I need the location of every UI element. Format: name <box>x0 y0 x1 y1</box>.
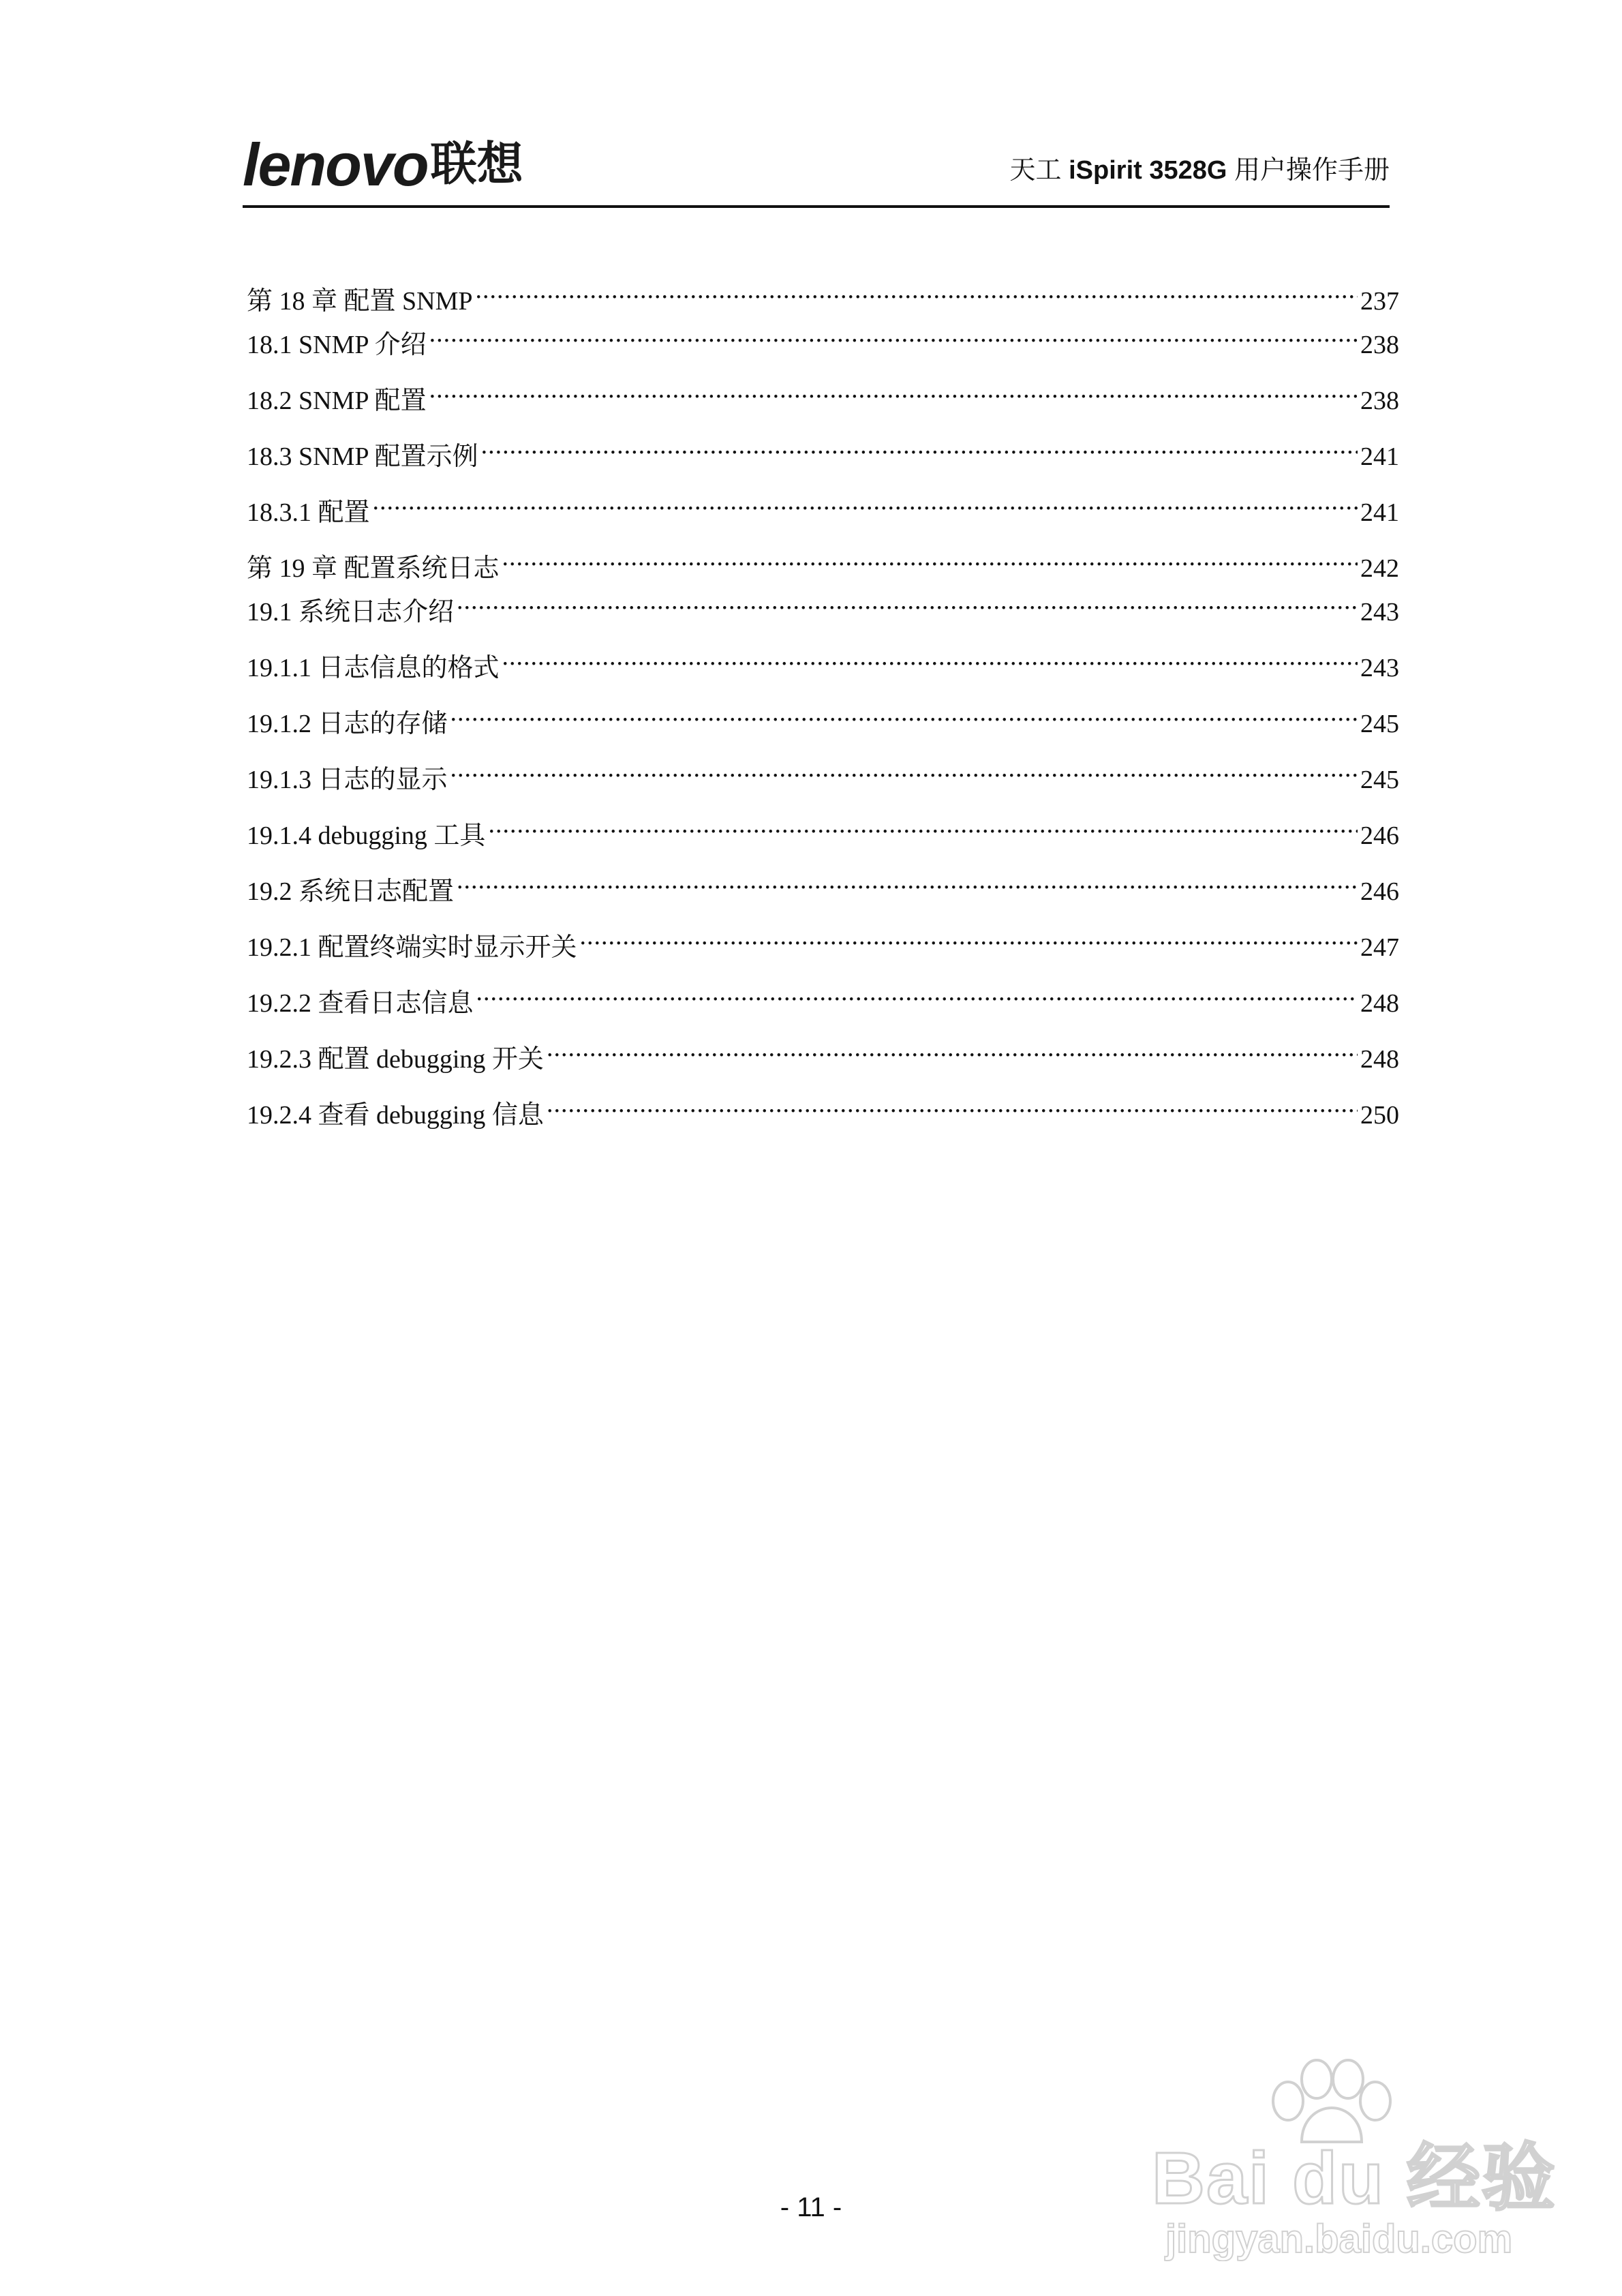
logo-latin-text: lenovo <box>243 131 428 198</box>
toc-entry <box>247 1029 1399 1074</box>
toc-entry-page: 242 <box>1360 554 1399 583</box>
toc-entry-page: 245 <box>1360 766 1399 794</box>
toc-entry <box>247 539 1399 583</box>
toc-dot-leader <box>457 862 1358 900</box>
toc-entry-label: 18.3 SNMP 配置示例 <box>247 442 478 471</box>
document-title-product: iSpirit 3528G <box>1069 156 1227 185</box>
toc-entry <box>247 427 1399 471</box>
toc-entry-page: 238 <box>1360 387 1399 415</box>
document-title <box>1010 150 1390 191</box>
toc-entry-label: 18.1 SNMP 介绍 <box>247 331 427 359</box>
toc-entry <box>247 371 1399 415</box>
toc-entry <box>247 973 1399 1018</box>
toc-entry-page: 246 <box>1360 877 1399 906</box>
toc-dot-leader <box>429 371 1358 409</box>
toc-entry-page: 243 <box>1360 598 1399 626</box>
toc-entry <box>247 862 1399 906</box>
document-title-suffix: 用户操作手册 <box>1227 156 1390 185</box>
toc-entry <box>247 918 1399 962</box>
toc-entry-page: 248 <box>1360 1045 1399 1074</box>
toc-entry-page: 241 <box>1360 498 1399 527</box>
toc-entry-label: 19.1.2 日志的存储 <box>247 710 448 738</box>
toc-entry <box>247 483 1399 527</box>
toc-entry-label: 18.3.1 配置 <box>247 498 370 527</box>
toc-entry-label: 第 19 章 配置系统日志 <box>247 554 500 583</box>
toc-dot-leader <box>488 806 1358 844</box>
toc-dot-leader <box>580 918 1358 956</box>
toc-entry-page: 246 <box>1360 821 1399 850</box>
toc-entry-label: 19.2.2 查看日志信息 <box>247 989 474 1018</box>
toc-entry-label: 19.1.3 日志的显示 <box>247 766 448 794</box>
header-divider <box>243 205 1390 208</box>
toc-entry-label: 19.2.1 配置终端实时显示开关 <box>247 933 577 962</box>
toc-dot-leader <box>429 315 1358 353</box>
watermark-url: jingyan.baidu.com <box>1165 2217 1513 2261</box>
baidu-jingyan-watermark <box>1152 2059 1557 2263</box>
toc-dot-leader <box>450 694 1358 732</box>
toc-entry <box>247 271 1399 316</box>
toc-entry-label: 18.2 SNMP 配置 <box>247 387 427 415</box>
toc-entry <box>247 806 1399 850</box>
toc-entry-page: 248 <box>1360 989 1399 1018</box>
toc-entry-page: 241 <box>1360 442 1399 471</box>
toc-entry-page: 250 <box>1360 1101 1399 1130</box>
toc-dot-leader <box>450 750 1358 788</box>
lenovo-logo <box>243 131 523 198</box>
toc-entry-page: 243 <box>1360 654 1399 682</box>
toc-entry-label: 19.2.4 查看 debugging 信息 <box>247 1101 544 1130</box>
logo-cjk-text: 联想 <box>430 138 523 192</box>
toc-entry <box>247 638 1399 682</box>
toc-dot-leader <box>476 271 1358 309</box>
toc-entry <box>247 315 1399 359</box>
toc-entry <box>247 582 1399 626</box>
toc-dot-leader <box>481 427 1358 465</box>
toc-entry-page: 237 <box>1360 287 1399 316</box>
toc-entry-label: 19.2.3 配置 debugging 开关 <box>247 1045 544 1074</box>
toc-dot-leader <box>502 638 1358 676</box>
paw-icon <box>1261 2059 1397 2147</box>
toc-dot-leader <box>547 1085 1358 1123</box>
toc-entry-page: 238 <box>1360 331 1399 359</box>
toc-dot-leader <box>457 582 1358 620</box>
page-header <box>243 130 1390 208</box>
toc-entry <box>247 1085 1399 1130</box>
toc-entry-page: 247 <box>1360 933 1399 962</box>
toc-entry-label: 第 18 章 配置 SNMP <box>247 287 473 316</box>
toc-dot-leader <box>476 973 1358 1012</box>
toc-entry-label: 19.1 系统日志介绍 <box>247 598 455 626</box>
toc-entry <box>247 694 1399 738</box>
document-title-prefix: 天工 <box>1009 156 1069 185</box>
watermark-brand: Bai du 经验 <box>1152 2136 1557 2219</box>
page-number: - 11 - <box>780 2192 842 2222</box>
toc-dot-leader <box>502 539 1358 577</box>
toc-entry-label: 19.1.1 日志信息的格式 <box>247 654 500 682</box>
toc-entry-page: 245 <box>1360 710 1399 738</box>
toc-entry-label: 19.2 系统日志配置 <box>247 877 455 906</box>
toc-dot-leader <box>373 483 1358 521</box>
toc-entry-label: 19.1.4 debugging 工具 <box>247 821 486 850</box>
toc-dot-leader <box>547 1029 1358 1068</box>
toc-entry <box>247 750 1399 794</box>
